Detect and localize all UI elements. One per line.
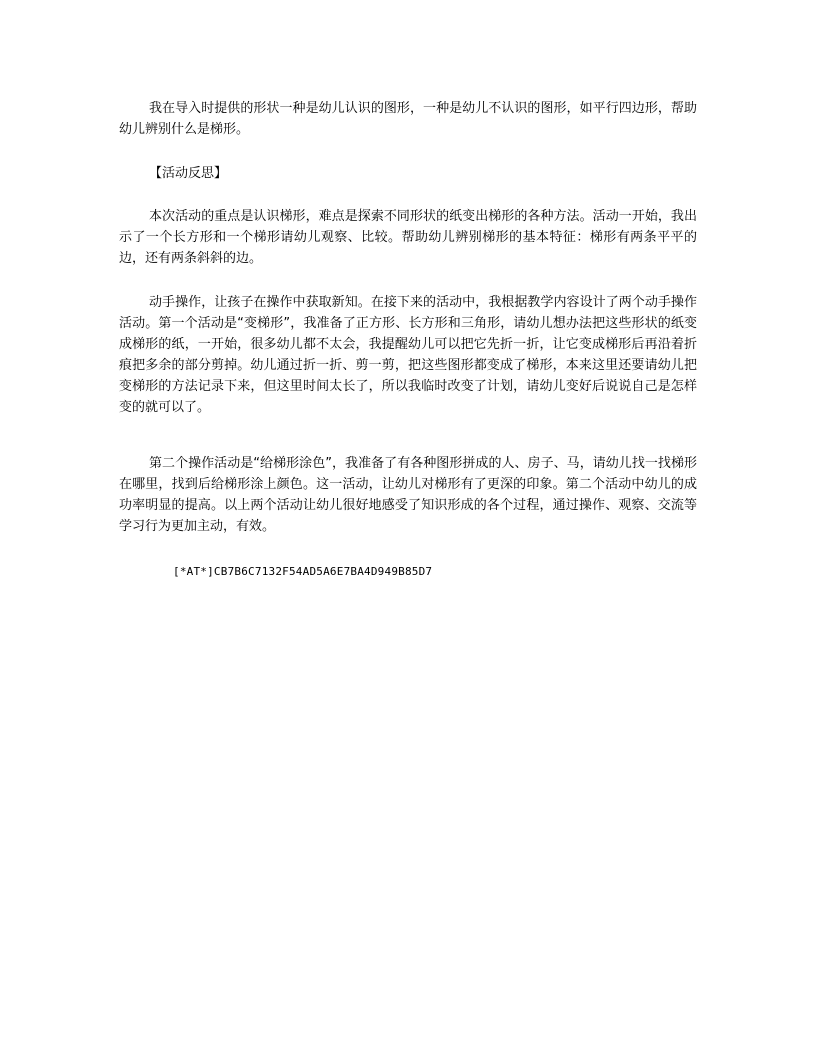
paragraph-hands-on-activity-two: 第二个操作活动是“给梯形涂色”，我准备了有各种图形拼成的人、房子、马，请幼儿找一找梯形在哪里，找到后给梯形涂上颜色。这一活动，让幼儿对梯形有了更深的印象。第二个活动中幼儿的成功率明显的提高。以上两个活动让幼儿很好地感受了知识形成的各个过程，通过操作、观察、交流等学习行为更加主动，有效。 xyxy=(119,456,697,534)
document-code: [*AT*]CB7B6C7132F54AD5A6E7BA4D949B85D7 xyxy=(173,565,433,578)
paragraph-intro: 我在导入时提供的形状一种是幼儿认识的图形，一种是幼儿不认识的图形，如平行四边形，帮助幼儿辨别什么是梯形。 xyxy=(119,101,697,137)
paragraph-hands-on-activity-one: 动手操作，让孩子在操作中获取新知。在接下来的活动中，我根据教学内容设计了两个动手操作活动。第一个活动是“变梯形”，我准备了正方形、长方形和三角形，请幼儿想办法把这些形状的纸变成梯形的纸，一开始，很多幼儿都不太会，我提醒幼儿可以把它先折一折，让它变成梯形后再沿着折痕把多余的部分剪掉。幼儿通过折一折、剪一剪，把这些图形都变成了梯形，本来这里还要请幼儿把变梯形的方法记录下来，但这里时间太长了，所以我临时改变了计划，请幼儿变好后说说自己是怎样变的就可以了。 xyxy=(119,295,697,415)
section-heading-reflection: 【活动反思】 xyxy=(149,166,228,181)
paragraph-reflection-focus: 本次活动的重点是认识梯形，难点是探索不同形状的纸变出梯形的各种方法。活动一开始，我出示了一个长方形和一个梯形请幼儿观察、比较。帮助幼儿辨别梯形的基本特征：梯形有两条平平的边，还有两条斜斜的边。 xyxy=(119,209,697,266)
